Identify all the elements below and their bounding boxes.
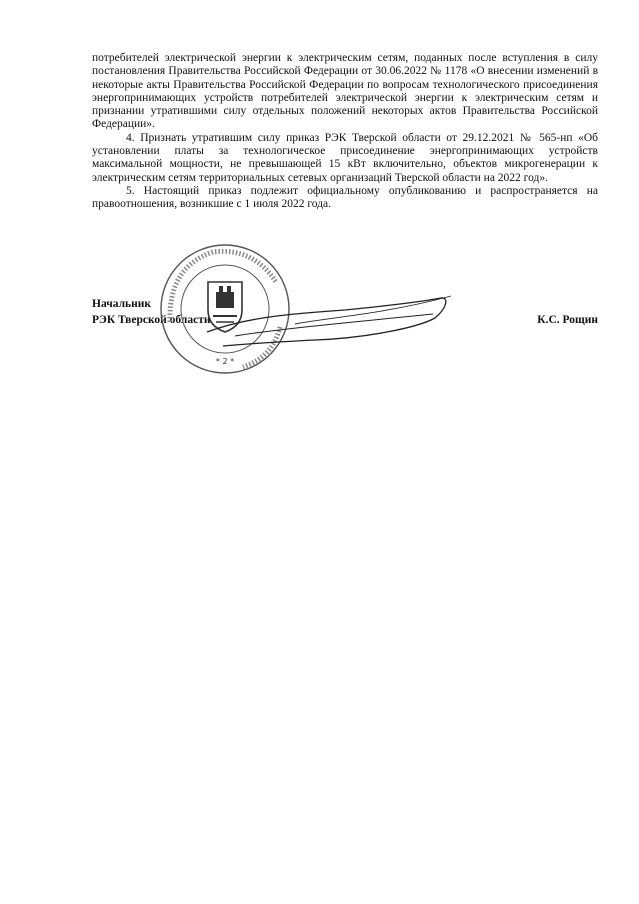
- signer-position-line1: Начальник: [92, 298, 151, 310]
- handwritten-signature: [205, 288, 455, 350]
- paragraph-5: 5. Настоящий приказ подлежит официальному опубликованию и распространяется на правоотношения, возникшие с 1 июля 2022 года.: [92, 184, 598, 211]
- signer-position-line2: РЭК Тверской области: [92, 314, 211, 326]
- signer-name: К.С. Рощин: [537, 314, 598, 326]
- document-body: [92, 52, 598, 212]
- paragraph-4: 4. Признать утратившим силу приказ РЭК Тверской области от 29.12.2021 № 565-нп «Об установлении платы за технологическое присоединение энергопринимающих устройств максимальной мощности, не превышающей 15 кВт включительно, объектов микрогенерации к электрическим сетям территориальных сетевых организаций Тверской области на 2022 год».: [92, 131, 598, 184]
- svg-text:* 2 *: * 2 *: [215, 357, 235, 366]
- paragraph-continuation: потребителей электрической энергии к электрическим сетям, поданных после вступления в силу постановления Правительства Российской Федерации от 30.06.2022 № 1178 «О внесении изменений в некоторые акты Правительства Российской Федерации по вопросам технологического присоединения энергопринимающих устройств потребителей электрической энергии к электрическим сетям и признании утратившими силу отдельных положений некоторых актов Правительства Российской Федерации».: [92, 52, 598, 131]
